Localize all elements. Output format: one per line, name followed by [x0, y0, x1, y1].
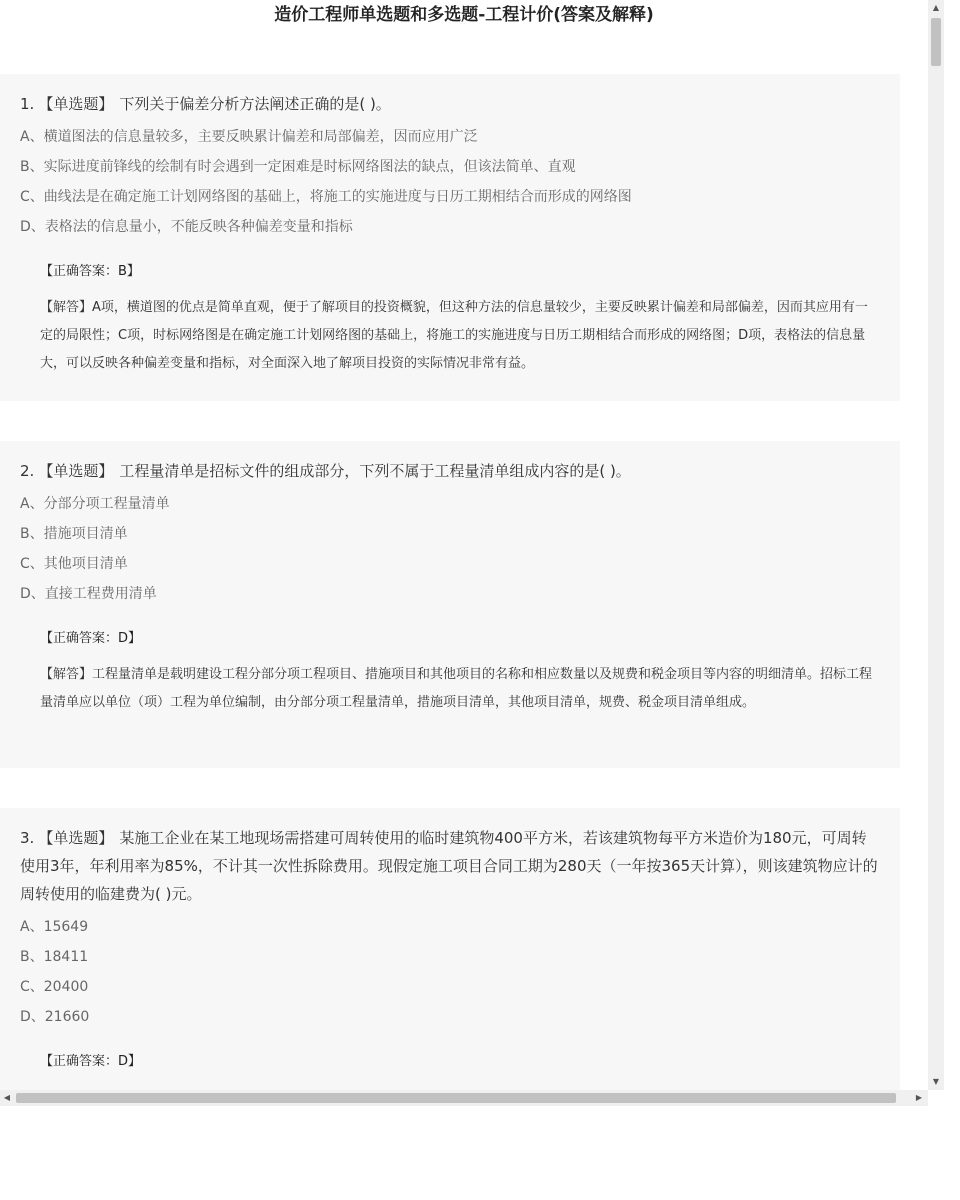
correct-answer: 【正确答案：D】	[40, 631, 142, 646]
correct-answer: 【正确答案：D】	[40, 1054, 142, 1069]
option-b: B、18411	[20, 949, 89, 965]
scroll-down-arrow-icon[interactable]: ▼	[932, 1077, 940, 1086]
question-card-2	[0, 441, 900, 768]
question-type: 【单选题】	[38, 462, 114, 480]
option-c: C、曲线法是在确定施工计划网络图的基础上，将施工的实施进度与日历工期相结合而形成的网络图	[20, 189, 632, 205]
answer-analysis: 【解答】A项，横道图的优点是简单直观，便于了解项目的投资概貌，但这种方法的信息量较少，主要反映累计偏差和局部偏差，因而其应用有一定的局限性；C项，时标网络图是在确定施工计划网络图的基础上，将施工的实施进度与日历工期相结合而形成的网络图；D项，表格法的信息量大，可以反映各种偏差变量和指标，对全面深入地了解项目投资的实际情况非常有益。	[40, 300, 868, 371]
option-d: D、21660	[20, 1009, 90, 1025]
question-stem	[20, 457, 880, 485]
option-b: B、实际进度前锋线的绘制有时会遇到一定困难是时标网络图法的缺点，但该法简单、直观	[20, 159, 576, 175]
option-d: D、直接工程费用清单	[20, 586, 157, 602]
horizontal-scroll-thumb[interactable]	[16, 1093, 896, 1103]
question-type: 【单选题】	[38, 829, 114, 847]
horizontal-scrollbar[interactable]	[0, 1090, 928, 1106]
option-d: D、表格法的信息量小，不能反映各种偏差变量和指标	[20, 219, 353, 235]
question-number: 1.	[20, 95, 35, 113]
scrollbar-corner	[928, 1090, 944, 1106]
option-c: C、其他项目清单	[20, 556, 128, 572]
option-c: C、20400	[20, 979, 89, 995]
question-type: 【单选题】	[38, 95, 114, 113]
question-text: 工程量清单是招标文件的组成部分，下列不属于工程量清单组成内容的是( )。	[119, 462, 631, 480]
scroll-up-arrow-icon[interactable]: ▲	[932, 3, 940, 12]
question-stem	[20, 824, 880, 908]
question-stem	[20, 90, 880, 118]
question-number: 2.	[20, 462, 35, 480]
scroll-right-arrow-icon[interactable]: ▶	[915, 1093, 923, 1102]
option-b: B、措施项目清单	[20, 526, 128, 542]
option-a: A、分部分项工程量清单	[20, 496, 170, 512]
option-a: A、横道图法的信息量较多，主要反映累计偏差和局部偏差，因而应用广泛	[20, 129, 478, 145]
correct-answer: 【正确答案：B】	[40, 264, 140, 279]
question-card-3	[0, 808, 900, 1090]
answer-analysis: 【解答】工程量清单是载明建设工程分部分项工程项目、措施项目和其他项目的名称和相应数量以及规费和税金项目等内容的明细清单。招标工程量清单应以单位（项）工程为单位编制，由分部分项工程量清单，措施项目清单，其他项目清单，规费、税金项目清单组成。	[40, 667, 873, 710]
scroll-left-arrow-icon[interactable]: ◀	[3, 1093, 11, 1102]
page-title: 造价工程师单选题和多选题-工程计价(答案及解释)	[274, 5, 654, 25]
vertical-scrollbar[interactable]	[928, 0, 944, 1090]
question-text: 下列关于偏差分析方法阐述正确的是( )。	[119, 95, 391, 113]
vertical-scroll-thumb[interactable]	[931, 18, 941, 66]
question-number: 3.	[20, 829, 35, 847]
option-a: A、15649	[20, 919, 89, 935]
question-text: 某施工企业在某工地现场需搭建可周转使用的临时建筑物400平方米，若该建筑物每平方米造价为180元，可周转使用3年，年利用率为85%，不计其一次性拆除费用。现假定施工项目合同工期为280天（一年按365天计算），则该建筑物应计的周转使用的临建费为( )元。	[20, 829, 878, 903]
question-card-1	[0, 74, 900, 401]
